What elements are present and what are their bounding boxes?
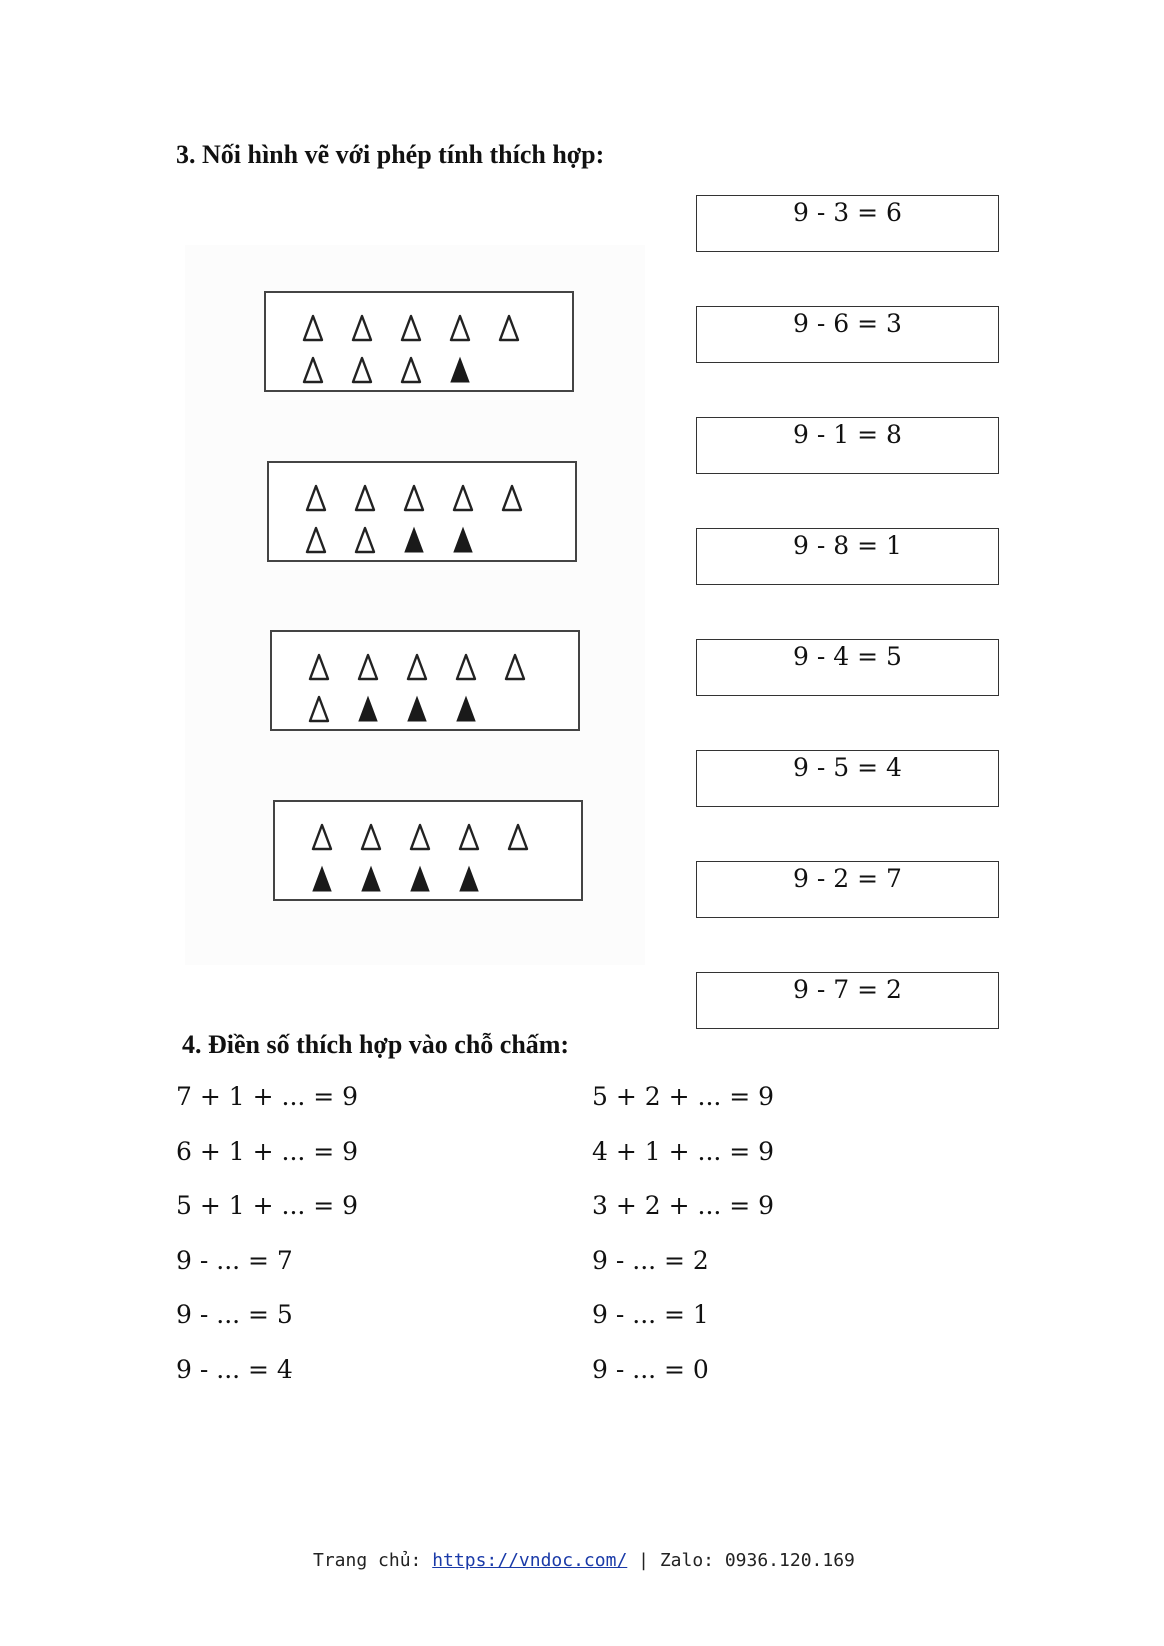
- hollow-triangle-icon: [497, 483, 546, 513]
- filled-triangle-icon: [405, 864, 454, 894]
- hollow-triangle-icon: [503, 822, 552, 852]
- triangle-row-bottom: [298, 355, 494, 385]
- fill-in-problem: 9 - ... = 7: [176, 1246, 293, 1275]
- hollow-triangle-icon: [353, 652, 402, 682]
- page-footer: [313, 1550, 855, 1571]
- picture-box-4: [273, 800, 583, 901]
- filled-triangle-icon: [402, 694, 451, 724]
- filled-triangle-icon: [356, 864, 405, 894]
- equation-box[interactable]: 9 - 7 = 2: [696, 972, 999, 1029]
- triangle-row-bottom: [304, 694, 500, 724]
- hollow-triangle-icon: [396, 355, 445, 385]
- fill-in-problem: 9 - ... = 4: [176, 1355, 293, 1384]
- equation-box[interactable]: 9 - 1 = 8: [696, 417, 999, 474]
- hollow-triangle-icon: [304, 694, 353, 724]
- equation-box[interactable]: 9 - 3 = 6: [696, 195, 999, 252]
- hollow-triangle-icon: [307, 822, 356, 852]
- equation-box[interactable]: 9 - 5 = 4: [696, 750, 999, 807]
- hollow-triangle-icon: [402, 652, 451, 682]
- equation-box[interactable]: 9 - 4 = 5: [696, 639, 999, 696]
- hollow-triangle-icon: [494, 313, 543, 343]
- hollow-triangle-icon: [454, 822, 503, 852]
- hollow-triangle-icon: [347, 313, 396, 343]
- equation-box[interactable]: 9 - 2 = 7: [696, 861, 999, 918]
- hollow-triangle-icon: [347, 355, 396, 385]
- hollow-triangle-icon: [298, 355, 347, 385]
- filled-triangle-icon: [307, 864, 356, 894]
- picture-box-1: [264, 291, 574, 392]
- triangle-row-top: [301, 483, 546, 513]
- fill-in-problem: 9 - ... = 5: [176, 1300, 293, 1329]
- triangle-row-bottom: [307, 864, 503, 894]
- hollow-triangle-icon: [451, 652, 500, 682]
- hollow-triangle-icon: [396, 313, 445, 343]
- fill-in-problem: 7 + 1 + ... = 9: [176, 1082, 359, 1111]
- hollow-triangle-icon: [301, 525, 350, 555]
- filled-triangle-icon: [445, 355, 494, 385]
- triangle-row-top: [307, 822, 552, 852]
- filled-triangle-icon: [454, 864, 503, 894]
- hollow-triangle-icon: [298, 313, 347, 343]
- equation-box[interactable]: 9 - 6 = 3: [696, 306, 999, 363]
- footer-separator: |: [627, 1550, 660, 1571]
- fill-in-problem: 3 + 2 + ... = 9: [592, 1191, 775, 1220]
- hollow-triangle-icon: [304, 652, 353, 682]
- triangle-row-top: [304, 652, 549, 682]
- picture-box-2: [267, 461, 577, 562]
- fill-in-problem: 5 + 2 + ... = 9: [592, 1082, 775, 1111]
- hollow-triangle-icon: [405, 822, 454, 852]
- equation-box[interactable]: 9 - 8 = 1: [696, 528, 999, 585]
- exercise-4-heading: 4. Điền số thích hợp vào chỗ chấm:: [182, 1030, 570, 1059]
- hollow-triangle-icon: [399, 483, 448, 513]
- hollow-triangle-icon: [301, 483, 350, 513]
- filled-triangle-icon: [448, 525, 497, 555]
- hollow-triangle-icon: [350, 525, 399, 555]
- fill-in-problem: 6 + 1 + ... = 9: [176, 1137, 359, 1166]
- hollow-triangle-icon: [356, 822, 405, 852]
- footer-home-link[interactable]: https://vndoc.com/: [432, 1550, 628, 1571]
- exercise-3-heading: 3. Nối hình vẽ với phép tính thích hợp:: [176, 140, 605, 169]
- triangle-row-bottom: [301, 525, 497, 555]
- fill-in-problem: 9 - ... = 0: [592, 1355, 709, 1384]
- filled-triangle-icon: [353, 694, 402, 724]
- filled-triangle-icon: [399, 525, 448, 555]
- hollow-triangle-icon: [500, 652, 549, 682]
- triangle-row-top: [298, 313, 543, 343]
- picture-box-3: [270, 630, 580, 731]
- fill-in-problem: 4 + 1 + ... = 9: [592, 1137, 775, 1166]
- footer-home-label: Trang chủ:: [313, 1550, 433, 1571]
- hollow-triangle-icon: [448, 483, 497, 513]
- hollow-triangle-icon: [445, 313, 494, 343]
- fill-in-problem: 9 - ... = 1: [592, 1300, 709, 1329]
- hollow-triangle-icon: [350, 483, 399, 513]
- fill-in-problem: 9 - ... = 2: [592, 1246, 709, 1275]
- filled-triangle-icon: [451, 694, 500, 724]
- footer-zalo: Zalo: 0936.120.169: [659, 1550, 855, 1571]
- fill-in-problem: 5 + 1 + ... = 9: [176, 1191, 359, 1220]
